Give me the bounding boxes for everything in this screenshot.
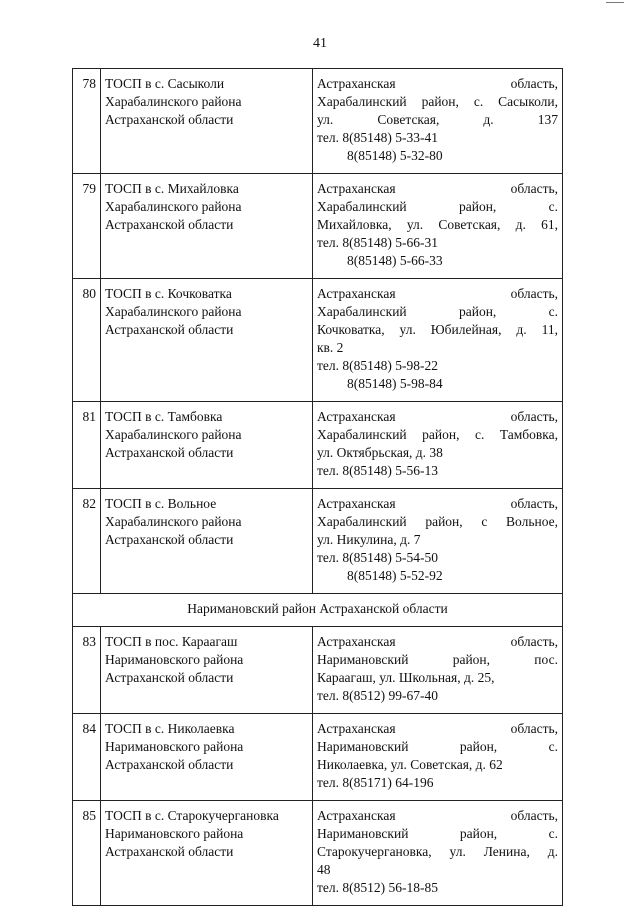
table-row [73,801,563,906]
office-name-line: Харабалинского района [105,304,242,319]
row-number: 82 [73,489,101,594]
address-cell [313,402,563,489]
address-line: Астраханская область, [317,634,558,649]
address-line: Харабалинский район, с. Тамбовка, [317,427,558,442]
table-row [73,279,563,402]
address-cell [313,489,563,594]
section-title: Наримановский район Астраханской области [73,594,563,627]
address-line: Старокучергановка, ул. Ленина, д. [317,844,558,859]
table-row [73,489,563,594]
address-line: Харабалинский район, с. [317,304,558,319]
address-line: 48 [317,862,331,877]
address-line: Караагаш, ул. Школьная, д. 25, [317,670,495,685]
office-name-cell [101,402,313,489]
office-name-line: Харабалинского района [105,427,242,442]
office-name-line: Харабалинского района [105,94,242,109]
office-name-line: ТОСП в с. Сасыколи [105,76,225,91]
address-line: Астраханская область, [317,721,558,736]
address-cell [313,627,563,714]
address-line: кв. 2 [317,340,344,355]
office-name-line: ТОСП в с. Николаевка [105,721,235,736]
address-line: Астраханская область, [317,409,558,424]
address-line: Астраханская область, [317,496,558,511]
phone-line: тел. 8(85148) 5-98-22 [317,358,438,373]
address-line: Астраханская область, [317,181,558,196]
address-line: ул. Никулина, д. 7 [317,532,421,547]
office-name-cell [101,489,313,594]
phone-line: 8(85148) 5-98-84 [347,376,443,391]
address-cell [313,714,563,801]
office-name-line: Астраханской области [105,532,234,547]
phone-line: тел. 8(8512) 56-18-85 [317,880,438,895]
office-name-line: ТОСП в пос. Караагаш [105,634,238,649]
registry-table-body [73,69,563,906]
table-row [73,627,563,714]
page-edge-mark [606,2,624,3]
office-name-line: ТОСП в с. Вольное [105,496,217,511]
registry-table [72,68,563,906]
address-line: Харабалинский район, с. Сасыколи, [317,94,558,109]
address-cell [313,801,563,906]
office-name-line: Астраханской области [105,670,234,685]
address-line: ул. Октябрьская, д. 38 [317,445,443,460]
office-name-line: ТОСП в с. Михайловка [105,181,239,196]
office-name-line: Астраханской области [105,112,234,127]
office-name-cell [101,801,313,906]
phone-line: тел. 8(8512) 99-67-40 [317,688,438,703]
address-line: Наримановский район, с. [317,739,558,754]
address-line: Наримановский район, пос. [317,652,558,667]
page-number: 41 [313,36,327,51]
office-name-line: Наримановского района [105,739,244,754]
address-line: Харабалинский район, с Вольное, [317,514,558,529]
office-name-line: Наримановского района [105,826,244,841]
phone-line: тел. 8(85148) 5-66-31 [317,235,438,250]
phone-line: тел. 8(85171) 64-196 [317,775,434,790]
address-line: Михайловка, ул. Советская, д. 61, [317,217,558,232]
section-row [73,594,563,627]
row-number: 80 [73,279,101,402]
address-line: Астраханская область, [317,808,558,823]
office-name-line: Астраханской области [105,217,234,232]
row-number: 83 [73,627,101,714]
phone-line: тел. 8(85148) 5-56-13 [317,463,438,478]
address-cell [313,174,563,279]
row-number: 81 [73,402,101,489]
office-name-line: Астраханской области [105,844,234,859]
address-line: Наримановский район, с. [317,826,558,841]
address-line: Харабалинский район, с. [317,199,558,214]
office-name-cell [101,627,313,714]
office-name-line: Астраханской области [105,445,234,460]
table-row [73,174,563,279]
phone-line: тел. 8(85148) 5-33-41 [317,130,438,145]
address-line: Астраханская область, [317,76,558,91]
table-row [73,402,563,489]
office-name-cell [101,174,313,279]
row-number: 78 [73,69,101,174]
address-line: Астраханская область, [317,286,558,301]
row-number: 85 [73,801,101,906]
office-name-cell [101,279,313,402]
office-name-cell [101,69,313,174]
phone-line: 8(85148) 5-66-33 [347,253,443,268]
phone-line: 8(85148) 5-52-92 [347,568,443,583]
address-cell [313,69,563,174]
address-cell [313,279,563,402]
row-number: 79 [73,174,101,279]
address-line: ул. Советская, д. 137 [317,112,558,127]
address-line: Николаевка, ул. Советская, д. 62 [317,757,503,772]
table-row [73,69,563,174]
office-name-line: ТОСП в с. Кочковатка [105,286,232,301]
office-name-line: Харабалинского района [105,199,242,214]
row-number: 84 [73,714,101,801]
office-name-line: ТОСП в с. Тамбовка [105,409,223,424]
address-line: Кочковатка, ул. Юбилейная, д. 11, [317,322,558,337]
phone-line: 8(85148) 5-32-80 [347,148,443,163]
office-name-line: ТОСП в с. Старокучергановка [105,808,279,823]
office-name-line: Наримановского района [105,652,244,667]
table-row [73,714,563,801]
office-name-line: Харабалинского района [105,514,242,529]
office-name-cell [101,714,313,801]
office-name-line: Астраханской области [105,757,234,772]
office-name-line: Астраханской области [105,322,234,337]
phone-line: тел. 8(85148) 5-54-50 [317,550,438,565]
